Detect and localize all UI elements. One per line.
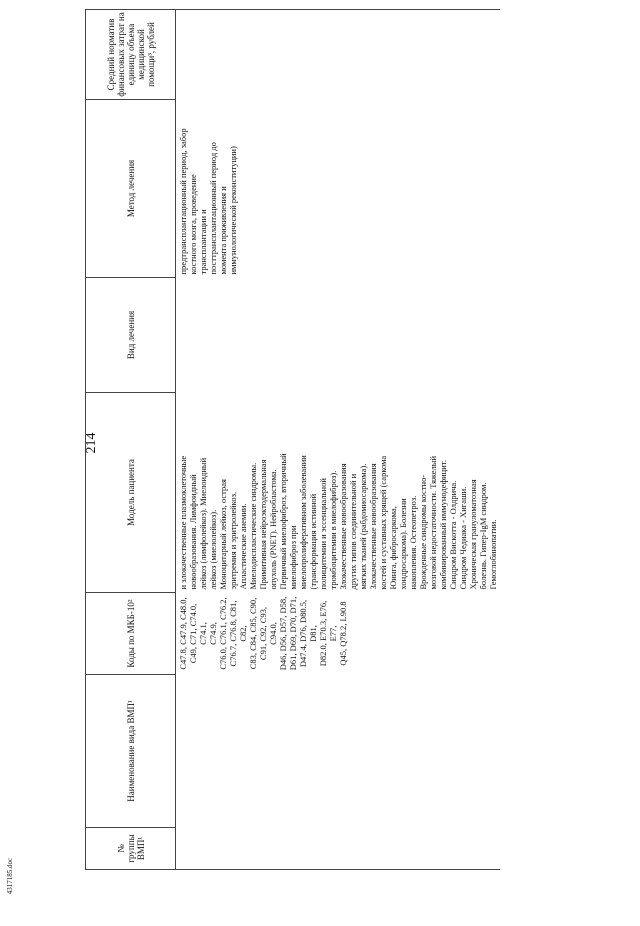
text-line: (трансформация истинной (308, 493, 318, 590)
text-line: иммунологической реконституции) (228, 146, 238, 275)
text-line: Юинга, фибросаркома, (388, 506, 398, 590)
text-line: предтрансплантационный период, забор (178, 128, 188, 275)
text-line: Синдром Вискотта - Олдрича. (448, 480, 458, 590)
text-line: Q45, Q78.2, L90.8 (338, 601, 348, 666)
text-line: C91, C92, C93, C94.0, (258, 606, 278, 661)
text-line: Миелодиспластические синдромы. (248, 462, 258, 590)
text-line: миелофиброз при (288, 525, 298, 590)
page-number: 214 (84, 432, 99, 454)
text-line: полицитемии и эссенциальной (318, 478, 328, 590)
text-line: других типов соединительной и (348, 473, 358, 590)
footer-filename: 4317185.doc (6, 857, 14, 895)
text-line: C47.8, C47.9, C48.0, (178, 597, 188, 670)
text-line: мягких тканей (рабдомиосаркома). (358, 463, 368, 590)
text-line: Хроническая грануломатозная (468, 479, 478, 590)
text-line: миелопролиферативном заболевании (298, 455, 308, 590)
cell-icd-codes (176, 593, 501, 675)
text-line: Врожденные синдромы костно- (418, 474, 428, 590)
text-line: C49, C71, C74.0, C74.1, (188, 603, 208, 664)
table-header-row (86, 10, 176, 870)
text-line: Примитивная нейроэктодермальная (258, 459, 268, 590)
text-line: тромбоцитемии в миелофиброз). (328, 470, 338, 590)
header-group-no: № группы ВМП¹ (86, 828, 176, 870)
text-line: костей и суставных хрящей (саркома (378, 455, 388, 590)
text-line: D82.0, E70.3, E76, E77, (318, 600, 338, 667)
vmp-table (85, 9, 500, 870)
header-icd-codes: Коды по МКБ-10² (86, 593, 176, 675)
text-line: D61, D69, D70, D71, (288, 596, 298, 671)
text-line: Моноцитарный лейкоз, острая (218, 479, 228, 590)
text-line: C76.0, C76.1, C76.2, (218, 597, 228, 670)
text-line: C83, C84, C85, C90, (248, 597, 258, 670)
text-line: трансплантации и (198, 209, 208, 275)
text-line: C76.7, C76.8, C81, C82, (228, 600, 248, 667)
cell-avg-cost (176, 10, 501, 100)
text-line: опухоль (PNET). Нейробластома. (268, 469, 278, 590)
text-line: лейкоз (миелолейкоз). (208, 509, 218, 590)
text-line: Первичный миелофиброз, вторичный (278, 453, 288, 590)
text-line: D47.4, D76, D80.5, D81, (298, 599, 318, 668)
text-line: посттрансплантационный период до (208, 142, 218, 275)
header-treatment-type: Вид лечения (86, 278, 176, 393)
text-line: болезнь. Гипер-IgM синдром. (478, 482, 488, 590)
header-treatment-method: Метод лечения (86, 100, 176, 278)
text-line: мозговой недостаточности. Тяжелый (428, 455, 438, 590)
text-line: Апластические анемии. (238, 503, 248, 590)
table-row (176, 10, 501, 870)
text-line: Злокачественные новообразования (368, 463, 378, 590)
cell-treatment-method (176, 100, 501, 278)
header-vmp-name: Наименование вида ВМП¹ (86, 675, 176, 828)
header-avg-cost: Средний норматив финансовых затрат на единицу объема медицинской помощи³, рублей (86, 10, 176, 100)
cell-group-no (176, 828, 501, 870)
text-line: эритремия и эритролейкоз. (228, 491, 238, 590)
cell-treatment-type (176, 278, 501, 393)
header-patient-model: Модель пациента (86, 393, 176, 593)
cell-vmp-name (176, 675, 501, 828)
cell-patient-model (176, 393, 501, 593)
text-line: C74.9, (208, 622, 218, 645)
text-line: Злокачественные новообразования (338, 463, 348, 590)
text-line: костного мозга, проведение (188, 174, 198, 275)
text-line: комбинированный иммунодефицит. (438, 460, 448, 590)
text-line: хондросаркома). Болезни (398, 498, 408, 590)
text-line: и злокачественные плазмоклеточные (178, 455, 188, 590)
text-line: D46, D56, D57, D58, (278, 596, 288, 671)
text-line: момента приживления и (218, 186, 228, 275)
text-line: Гемоглобинопатии. (488, 519, 498, 590)
text-line: накопления. Остеопетроз. (408, 495, 418, 590)
text-line: Синдром Чедиака - Хигаши. (458, 486, 468, 590)
text-line: лейкоз (лимфолейкоз). Миелоидный (198, 457, 208, 590)
rotated-table-wrapper (85, 10, 498, 870)
text-line: новообразования. Лимфоидный (188, 474, 198, 590)
